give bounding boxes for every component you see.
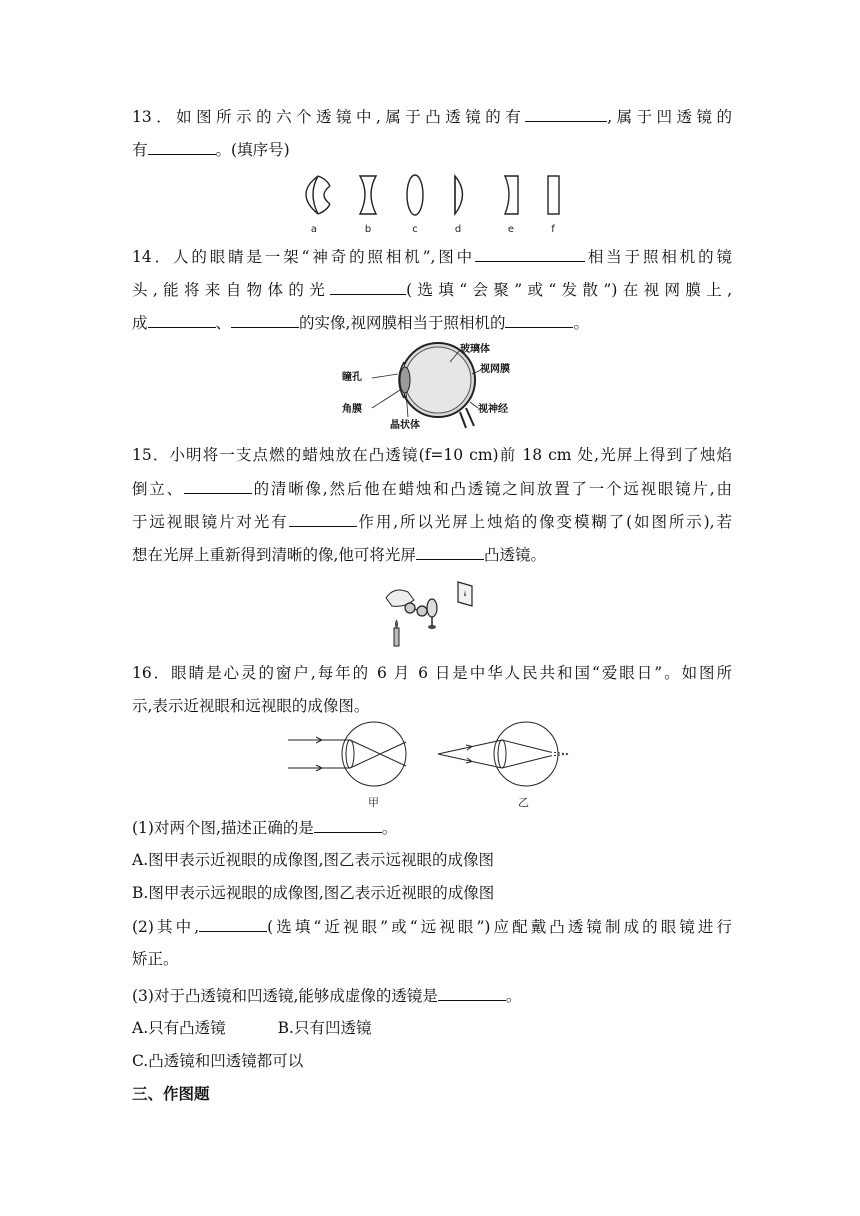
- q15-line3: [132, 510, 732, 533]
- q14-text: 。: [573, 314, 589, 332]
- answer-blank[interactable]: [330, 278, 406, 295]
- figure-jia: [288, 722, 406, 809]
- q15-text: 的清晰像,然后他在蜡烛和凸透镜之间放置了一个远视眼镜片,由: [251, 480, 732, 498]
- q16-part3: [132, 984, 732, 1007]
- answer-blank[interactable]: [505, 311, 573, 328]
- q15-text: 凸透镜。: [483, 546, 546, 564]
- label-cornea: 角膜: [342, 404, 362, 415]
- lens-e-shape: [505, 176, 518, 214]
- q16-text: 。: [381, 819, 398, 837]
- answer-blank[interactable]: [289, 510, 357, 527]
- q15-text: 15．小明将一支点燃的蜡烛放在凸透镜(f=10 cm)前 18 cm 处,光屏上得到了烛焰: [132, 446, 732, 464]
- section-title: [132, 1083, 732, 1105]
- answer-blank[interactable]: [231, 311, 299, 328]
- lens-c-shape: [407, 175, 423, 215]
- q13-text: 。(填序号): [215, 141, 290, 159]
- lens-label-c: c: [412, 224, 418, 235]
- q16-text: 。: [505, 987, 522, 1005]
- answer-blank[interactable]: [199, 915, 267, 932]
- answer-blank[interactable]: [148, 311, 216, 328]
- lens-label-a: a: [310, 224, 318, 235]
- q16-option-3a[interactable]: A.只有凸透镜: [132, 1019, 226, 1037]
- q13-text: 13．如图所示的六个透镜中,属于凸透镜的有: [132, 108, 526, 126]
- figure-yi: [438, 722, 570, 809]
- q14-line2: [132, 278, 732, 301]
- q16-option-a[interactable]: [132, 849, 732, 871]
- q16-option-3c[interactable]: C.凸透镜和凹透镜都可以: [132, 1052, 304, 1070]
- q16-part1: [132, 816, 732, 839]
- answer-blank[interactable]: [184, 477, 252, 494]
- q14-text: 相当于照相机的镜: [585, 248, 732, 266]
- q16-text: 16．眼睛是心灵的窗户,每年的 6 月 6 日是中华人民共和国“爱眼日”。如图所: [132, 664, 732, 682]
- section-title-text: 三、作图题: [132, 1085, 210, 1103]
- q16-text: (选填“近视眼”或“远视眼”)应配戴凸透镜制成的眼镜进行: [267, 918, 732, 936]
- q16-text: (2)其中,: [132, 918, 200, 936]
- lens-figure: [290, 168, 580, 236]
- q15-text: 倒立、: [132, 480, 184, 498]
- q15-text: 想在光屏上重新得到清晰的像,他可将光屏: [132, 546, 416, 564]
- answer-blank[interactable]: [314, 816, 382, 833]
- q16-text: (1)对两个图,描述正确的是: [132, 819, 314, 837]
- q16-part3-option-c: [132, 1050, 732, 1072]
- lens-a-shape: [306, 176, 318, 214]
- figure-label-jia: 甲: [368, 796, 379, 809]
- q16-option-3b[interactable]: B.只有凹透镜: [277, 1019, 372, 1037]
- answer-blank[interactable]: [148, 138, 216, 155]
- label-pupil: 瞳孔: [342, 372, 362, 383]
- q13-line1: [132, 105, 732, 128]
- q16-option-b[interactable]: [132, 882, 732, 904]
- answer-blank[interactable]: [416, 543, 484, 560]
- answer-blank[interactable]: [475, 245, 585, 262]
- q15-line2: [132, 477, 732, 500]
- q15-text: 于远视眼镜片对光有: [132, 513, 289, 531]
- q13-text: 有: [132, 141, 148, 159]
- lens-label-f: f: [551, 224, 555, 235]
- q14-text: 成: [132, 314, 148, 332]
- lens-f-shape: [548, 176, 559, 214]
- figure-label-yi: 乙: [518, 796, 529, 809]
- option-text: A.图甲表示近视眼的成像图,图乙表示远视眼的成像图: [132, 851, 495, 869]
- answer-blank[interactable]: [525, 105, 607, 122]
- label-lens: 晶状体: [390, 420, 420, 430]
- label-optic-nerve: 视神经: [478, 404, 508, 415]
- lens-d-shape: [455, 176, 463, 214]
- answer-blank[interactable]: [438, 984, 506, 1001]
- q13-line2: [132, 138, 732, 161]
- q14-line1: [132, 245, 732, 268]
- q16-part3-options: [132, 1017, 732, 1039]
- eye-diagram: [338, 340, 528, 430]
- lens-b-shape: [360, 176, 376, 214]
- option-text: B.图甲表示远视眼的成像图,图乙表示近视眼的成像图: [132, 884, 495, 902]
- q16-part2-cont: [132, 948, 732, 970]
- q16-line2: [132, 695, 732, 717]
- q15-text: 作用,所以光屏上烛焰的像变模糊了(如图所示),若: [356, 513, 732, 531]
- q16-text: 示,表示近视眼和远视眼的成像图。: [132, 697, 370, 715]
- lens-label-d: d: [454, 224, 462, 235]
- q14-text: 头,能将来自物体的光: [132, 281, 331, 299]
- q14-text: 、: [215, 314, 232, 332]
- q14-text: 14．人的眼睛是一架“神奇的照相机”,图中: [132, 248, 476, 266]
- q14-text: 的实像,视网膜相当于照相机的: [299, 314, 506, 332]
- q16-text: 矫正。: [132, 950, 179, 968]
- lens-label-b: b: [364, 224, 372, 235]
- q14-line3: [132, 311, 732, 334]
- q16-part2: [132, 915, 732, 938]
- q15-line4: [132, 543, 732, 566]
- myopia-hyperopia-figure: [288, 718, 578, 810]
- label-vitreous: 玻璃体: [460, 344, 490, 355]
- label-retina: 视网膜: [480, 364, 510, 375]
- lens-label-e: e: [507, 224, 515, 235]
- q16-text: (3)对于凸透镜和凹透镜,能够成虚像的透镜是: [132, 987, 438, 1005]
- q14-text: (选填“会聚”或“发散”)在视网膜上,: [406, 281, 732, 299]
- candle-lens-screen-figure: [380, 578, 490, 650]
- q15-line1: [132, 444, 732, 466]
- q13-text: ,属于凹透镜的: [607, 108, 732, 126]
- q16-line1: [132, 662, 732, 684]
